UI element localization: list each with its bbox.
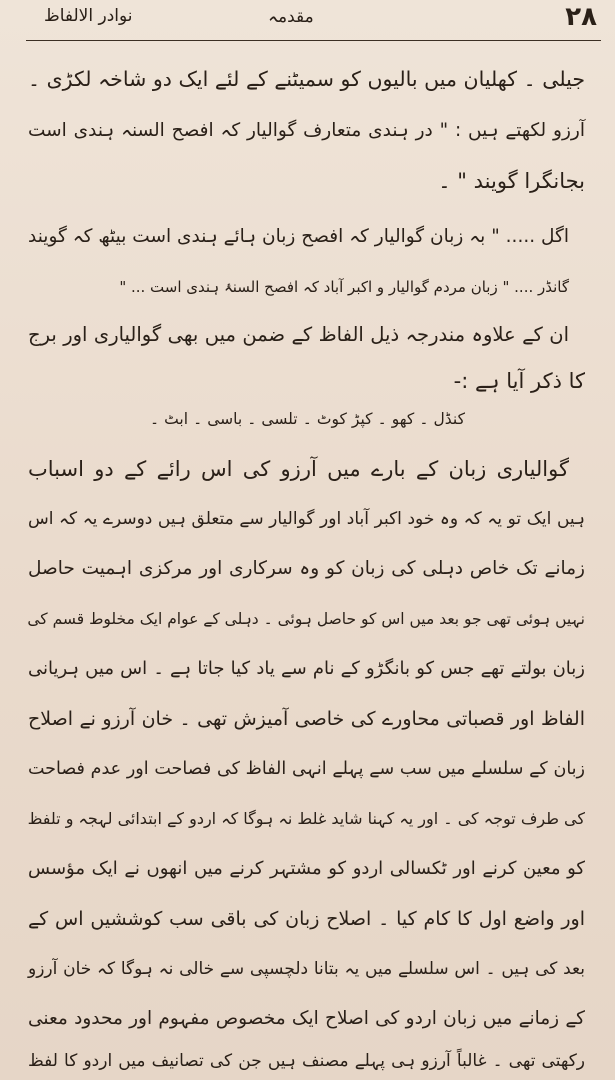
- text-line: کنڈل ۔ کھو ۔ کپڑ کوٹ ۔ تلسی ۔ باسی ۔ ابٹ ۔: [150, 410, 465, 428]
- text-line: زبان بولتے تھے جس کو بانگڑو کے نام سے یاد کیا جاتا ہے ۔ اس میں ہریانی: [28, 658, 585, 679]
- text-line: کے زمانے میں زبان اردو کی اصلاح ایک مخصوص مفہوم اور محدود معنی: [28, 1008, 585, 1029]
- text-line: اگل ..... " بہ زبان گوالیار کہ افصح زبان ہائے ہندی است بیٹھ کہ گویند: [28, 226, 569, 247]
- page-number: ۲۸: [565, 2, 597, 32]
- text-line: اور واضع اول کا کام کیا ۔ اصلاح زبان کی باقی سب کوششیں اس کے: [28, 908, 585, 930]
- text-line: زبان کے سلسلے میں سب سے پہلے انہی الفاظ کی فصاحت اور عدم فصاحت: [28, 759, 585, 779]
- text-line: رکھتی تھی ۔ غالباً آرزو ہی پہلے مصنف ہیں جن کی تصانیف میں اردو کا لفظ: [28, 1051, 585, 1071]
- text-line: جیلی ۔ کھلیان میں بالیوں کو سمیٹنے کے لئے ایک دو شاخہ لکڑی ۔: [28, 67, 585, 91]
- text-line: زمانے تک خاص دہلی کی زبان کو وہ سرکاری اور مرکزی اہمیت حاصل: [28, 558, 585, 579]
- text-line: گوالیاری زبان کے بارے میں آرزو کی اس رائے کے دو اسباب: [28, 457, 569, 481]
- text-line: ان کے علاوہ مندرجہ ذیل الفاظ کے ضمن میں بھی گوالیاری اور برج: [28, 323, 569, 346]
- text-line: کا ذکر آیا ہے :-: [453, 369, 585, 393]
- text-line: نہیں ہوئی تھی جو بعد میں اس کو حاصل ہوئی ۔ دہلی کے عوام ایک مخلوط قسم کی: [27, 610, 585, 628]
- text-line: آرزو لکھتے ہیں : " در ہندی متعارف گوالیار کہ افصح السنہ ہندی است: [28, 120, 585, 141]
- running-header-title: نوادر الالفاظ: [44, 6, 133, 26]
- text-line: ہیں ایک تو یہ کہ وہ خود اکبر آباد اور گوالیار سے متعلق ہیں دوسرے یہ کہ اس: [28, 509, 585, 529]
- text-line: گانڈر .... " زبان مردم گوالیار و اکبر آباد کہ افصح السنۂ ہندی است ... ": [119, 278, 569, 296]
- text-line: بجانگرا گویند " ۔: [438, 169, 585, 193]
- text-line: کو معین کرنے اور ٹکسالی اردو کو مشتہر کرنے میں انھوں نے ایک مؤسس: [28, 858, 585, 879]
- running-header-section: مقدمہ: [268, 7, 314, 27]
- text-line: بعد کی ہیں ۔ اس سلسلے میں یہ بتانا دلچسپی سے خالی نہ ہوگا کہ خان آرزو: [28, 959, 585, 979]
- header-rule: [26, 40, 601, 41]
- text-line: کی طرف توجہ کی ۔ اور یہ کہنا شاید غلط نہ ہوگا کہ اردو کے ابتدائی لہجہ و تلفظ: [27, 809, 585, 828]
- text-line: الفاظ اور قصباتی محاورے کی خاصی آمیزش تھی ۔ خان آرزو نے اصلاح: [28, 708, 585, 730]
